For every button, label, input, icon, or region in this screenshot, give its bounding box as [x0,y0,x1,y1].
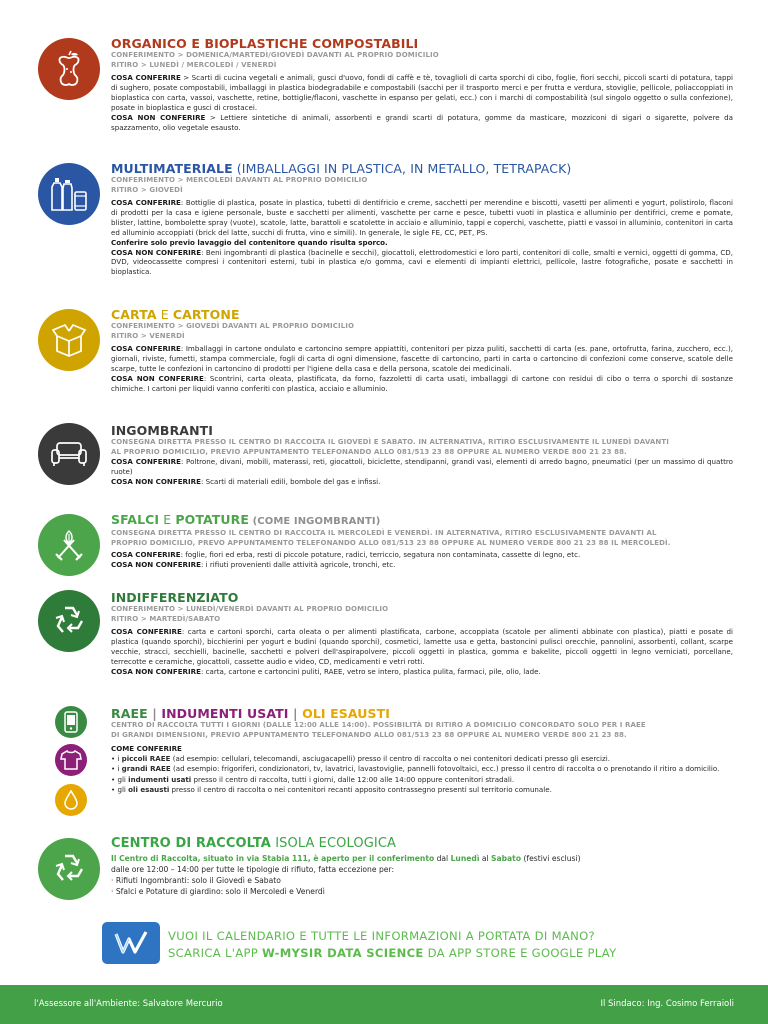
organico-meta-conferimento: CONFERIMENTO > DOMENICA/MARTEDÌ/GIOVEDÌ DAVANTI AL PROPRIO DOMICILIO [111,51,439,59]
garden-shears-icon [52,528,86,562]
multi-si [111,198,733,238]
indiff-si-text: : carta e cartoni sporchi, carta oleata o per alimenti plastificata, carbone, accoppiata (scatole per alimenti abbinate con plastica), piatti e posate di plastica (quando sporchi), bicchierini per yogurt e budini (quando sporchi), cosmetici, lamette usa e getta, bastoncini pulisci orecchie, pannolini, assorbenti, collant, scarpe vecchie, stracci, secchielli, bacinelle, sacchetti e polveri dell'aspirapolvere, piccoli oggetti in plastica, gomma e bakelite, piccoli oggetti in legno verniciati, porcellane, terrecotte e ceramiche, giocattoli, cassette audio e video, CD, medicamenti e vetri rotti. [111,627,733,666]
raee-title-sep2: | [288,706,303,721]
raee-title [111,706,733,721]
raee-item-3-a: • gli [111,774,129,784]
ingombranti-meta-1: CONSEGNA DIRETTA PRESSO IL CENTRO DI RACCOLTA IL GIOVEDÌ E SABATO. IN ALTERNATIVA, RITIRO ESCLUSIVAMENTE IL LUNEDÌ DAVANTI [111,438,669,446]
carta-title-a: CARTA [111,307,157,322]
raee-title-a: RAEE [111,706,148,721]
app-promo-line-2 [168,945,617,962]
app-logo[interactable] [102,922,160,964]
raee-item-3-c: presso il centro di raccolta, tutti i giorni, dalle 12:00 alle 14:00 oppure contenitori stradali. [191,774,515,784]
centro-line-1-e: Sabato [491,854,522,863]
raee-item-4 [111,785,733,795]
carta-no-label: COSA NON CONFERIRE [111,373,204,383]
sfalci-no-label: COSA NON CONFERIRE [111,559,201,569]
ingombranti-no-text: : Scarti di materiali edili, bombole del gas e infissi. [200,476,381,486]
sfalci-si-label: COSA CONFERIRE [111,550,181,559]
t-shirt-icon [60,750,82,770]
raee-item-4-c: presso il centro di raccolta o nei contenitori recanti apposito contrassegno presenti sul territorio comunale. [169,784,552,794]
oil-icon-circle [55,784,87,816]
multi-no [111,248,733,278]
raee-title-sep1: | [147,706,162,721]
ingombranti-no [111,477,733,487]
indiff-no-label: COSA NON CONFERIRE [111,666,201,676]
indiff-title: INDIFFERENZIATO [111,590,239,605]
raee-item-3 [111,775,733,785]
raee-list [111,744,733,795]
sfalci-icon-circle [38,514,100,576]
multi-icon-circle [38,163,100,225]
carta-si-label: COSA CONFERIRE [111,344,181,353]
indiff-content [111,590,733,677]
centro-line-1-c: Lunedì [450,854,480,863]
sfalci-title [111,512,733,529]
centro-line-1-b: dal [434,854,451,863]
oil-drop-icon [64,790,78,810]
app-promo-line-2-a: SCARICA L'APP [168,946,263,960]
indiff-no-text: : carta, cartone e cartoncini puliti, RAEE, vetro se intero, plastica pulita, farmaci, pile, olio, lade. [200,666,541,676]
raee-title-b: INDUMENTI USATI [161,706,289,721]
raee-icon-circle [55,706,87,738]
raee-item-1-c: (ad esempio: cellulari, telecomandi, asciugacapelli) presso il centro di raccolta o nei contenitori dedicati presso gli esercizi. [170,754,610,764]
raee-item-1-b: piccoli RAEE [121,754,171,764]
multi-meta-ritiro: RITIRO > GIOVEDÌ [111,185,183,194]
ingombranti-no-label: COSA NON CONFERIRE [111,476,201,486]
multi-title-sub: (IMBALLAGGI IN PLASTICA, IN METALLO, TETRAPACK) [232,161,572,176]
organico-title: ORGANICO E BIOPLASTICHE COMPOSTABILI [111,36,419,51]
carta-no-text: : Scontrini, carta oleata, plastificata, da forno, fazzoletti di carta usati, imballaggi di cartone con residui di cibo o terra o sporchi di sostanze chimiche. I cartoni per liquidi vanno conferiti con plastica, acciaio e alluminio. [111,373,733,393]
raee-come-label: COME CONFERIRE [111,744,182,753]
carta-meta-conferimento: CONFERIMENTO > GIOVEDÌ DAVANTI AL PROPRIO DOMICILIO [111,322,355,330]
raee-item-2-a: • i [111,764,122,774]
multi-meta-conferimento: CONFERIMENTO > MERCOLEDÌ DAVANTI AL PROPRIO DOMICILIO [111,176,368,184]
centro-body [111,853,733,897]
organico-meta-ritiro: RITIRO > LUNEDÌ / MERCOLEDÌ / VENERDÌ [111,60,277,69]
carta-no [111,374,733,394]
raee-title-c: OLI ESAUSTI [302,706,390,721]
organico-no-text: > Lettiere sintetiche di animali, assorbenti e grandi scarti di potatura, gomme da masticare, mozziconi di sigari o sigarette, polvere da spazzamento, olio vegetale esausto. [111,112,733,132]
centro-icon-circle [38,838,100,900]
sfalci-title-c: POTATURE [175,512,250,527]
cardboard-box-icon [51,323,87,357]
ingombranti-si-text: : Poltrone, divani, mobili, materassi, reti, giocattoli, biciclette, stendipanni, grandi vasi, elementi di arredo bagno, pneumatici (per un massimo di quattro ruote) [111,457,733,476]
raee-item-2-b: grandi RAEE [121,764,171,774]
centro-line-1-a: Il Centro di Raccolta, situato in via Stabia 111, è aperto per il conferimento [111,854,435,863]
carta-si [111,344,733,374]
organico-si-label: COSA CONFERIRE [111,73,181,82]
multi-no-text: : Beni ingombranti di plastica (bacinelle e secchi), giocattoli, elettrodomestici e loro parti, contenitori di colle, smalti e vernici, oggetti di gomma, CD, DVD, videocassette compresi i contenitori esterni, tubi in plastica e/o gomma, cavi e elementi di impianti elettrici, pellicole, lastre fotografiche, posate e sacchetti in bioplastica. [111,247,733,277]
sfalci-si-text: : foglie, fiori ed erba, resti di piccole potature, radici, terriccio, segatura non contaminata, cassette di legno, etc. [180,550,581,559]
sfalci-title-b: E [159,512,176,527]
clothes-icon-circle [55,744,87,776]
app-promo-line-2-c: DA APP STORE E GOOGLE PLAY [423,946,617,960]
ingombranti-title: INGOMBRANTI [111,423,214,438]
indiff-meta-ritiro: RITIRO > MARTEDÌ/SABATO [111,614,221,623]
footer-sindaco: Il Sindaco: Ing. Cosimo Ferraioli [600,999,734,1009]
centro-line-1-f: (festivi esclusi) [521,854,581,863]
carta-title-c: CARTONE [172,307,240,322]
multi-content [111,161,733,277]
organico-no [111,113,733,133]
raee-item-3-b: indumenti usati [128,774,192,784]
ingombranti-icon-circle [38,423,100,485]
sfalci-no-text: : i rifiuti provenienti dalle attività agricole, tronchi, etc. [200,559,396,569]
multi-title-main: MULTIMATERIALE [111,161,233,176]
indiff-si-label: COSA CONFERIRE [111,627,182,636]
centro-line-2: dalle ore 12:00 – 14:00 per tutte le tipologie di rifiuto, fatta eccezione per: [111,865,394,874]
bottles-cans-icon [49,176,89,212]
w-mysir-app-icon [114,930,148,956]
organico-si-text: > Scarti di cucina vegetali e animali, gusci d'uovo, fondi di caffè e tè, tovaglioli di carta sporchi di cibo, foglie, fiori secchi, piccoli scarti di potatura, tappi di sughero, posate compostabili, imballaggi in plastica biodegradabile e compostabili (sacchi per il trasporto merci e per frutta e verdura, stoviglie, pellicole, poliaccoppiati in bioplastica con carta, vassoi, vaschette, retine, bottiglie/flaconi, vaschette in espanso per gelati, ecc.) con i marchi di compostabilità (sul singolo oggetto o sulla confezione), posate in bioplastica e gusci di crostacei. [111,73,733,112]
centro-line-4: · Sfalci e Potature di giardino: solo il Mercoledì e Venerdì [111,887,325,896]
multi-title [111,161,733,176]
apple-core-icon [54,50,84,88]
raee-item-1-a: • i [111,754,122,764]
indiff-no [111,667,733,677]
raee-item-2-c: (ad esempio: frigoriferi, condizionatori, tv, lavatrici, lavastoviglie, pannelli fotovoltaici, ecc.) presso il centro di raccolta o o prenotando il ritiro a domicilio. [170,764,720,774]
app-promo [168,928,617,962]
app-promo-line-1: VUOI IL CALENDARIO E TUTTE LE INFORMAZIONI A PORTATA DI MANO? [168,929,595,943]
centro-title-sub: ISOLA ECOLOGICA [270,836,396,851]
centro-title-main: CENTRO DI RACCOLTA [111,836,271,851]
centro-title [111,836,733,851]
carta-meta-ritiro: RITIRO > VENERDÌ [111,331,185,340]
raee-content [111,706,733,795]
raee-item-4-a: • gli [111,784,129,794]
raee-meta-1: CENTRO DI RACCOLTA TUTTI I GIORNI (DALLE 12:00 ALLE 14:00). POSSIBILITÀ DI RITIRO A DOMICILIO CONCORDATO SOLO PER I RAEE [111,721,646,729]
recycle-icon [51,604,87,638]
raee-item-2 [111,764,733,774]
ingombranti-si [111,457,733,477]
organico-content [111,36,733,132]
sfalci-title-d: (COME INGOMBRANTI) [249,516,381,527]
recycle-icon [51,852,87,886]
sofa-icon [50,441,88,467]
ingombranti-si-label: COSA CONFERIRE [111,457,181,466]
indiff-icon-circle [38,590,100,652]
multi-no-label: COSA NON CONFERIRE [111,247,202,257]
app-promo-line-2-b: W-MYSIR DATA SCIENCE [262,946,424,960]
sfalci-no [111,560,733,570]
indiff-meta-conferimento: CONFERIMENTO > LUNEDÌ/VENERDÌ DAVANTI AL PROPRIO DOMICILIO [111,605,389,613]
carta-si-text: : Imballaggi in cartone ondulato e cartoncino sempre appiattiti, contenitori per pizza puliti, sacchetti di carta (es. pane, ortofrutta, farina, zucchero, ecc.), giornali, riviste, fumetti, stampa commerciale, fogli di carta di ogni dimensione, fascette di cartoncino, parti in carta o cartoncino di confezioni come conserve, scatole delle scarpe, tutte le confezioni in cartoncino di prodotti per l'igiene della casa e della persona, scatole dei medicinali. [111,344,733,373]
sfalci-content [111,512,733,570]
sfalci-title-a: SFALCI [111,512,160,527]
raee-meta-2: DI GRANDI DIMENSIONI, PREVIO APPUNTAMENTO TELEFONANDO ALLO 081/513 23 88 OPPURE AL NUMERO VERDE 800 21 23 88. [111,730,627,739]
centro-line-1 [111,853,733,864]
centro-line-3: · Rifiuti Ingombranti: solo il Giovedì e Sabato [111,876,281,885]
multi-si-text: : Bottiglie di plastica, posate in plastica, tubetti di dentifricio e creme, sacchetti per merendine e biscotti, vasetti per alimenti e yogurt, polistirolo, flaconi di prodotti per la casa e igiene personale, buste e sacchetti per alimenti, vaschette per carne e pesce, tubetti vuoti in plastica e alluminio per dentifrici, creme e pomate, blister, lattine, bombolette spray (vuote), scatole, latte, barattoli e scatolette in acciaio e alluminio, tappi e coperchi, vaschette, piatti e vassoi in alluminio, contenitori in carta ed alluminio accoppiati (brick del latte, succhi di frutta, vino e simili). In generale, le sigle FE, CC, PET, PS. [111,198,733,237]
raee-item-4-b: oli esausti [128,784,170,794]
sfalci-si [111,550,733,560]
multi-si-label: COSA CONFERIRE [111,198,181,207]
organico-si [111,73,733,113]
multi-note [111,238,733,248]
carta-title-b: E [156,307,173,322]
organico-icon-circle [38,38,100,100]
mobile-phone-icon [64,711,78,733]
footer [0,985,768,1024]
footer-assessore: l'Assessore all'Ambiente: Salvatore Mercurio [34,999,223,1009]
centro-line-1-d: al [479,854,492,863]
carta-content [111,307,733,394]
raee-item-1 [111,754,733,764]
centro-content [111,836,733,897]
carta-title [111,307,733,322]
organico-no-label: COSA NON CONFERIRE [111,112,206,122]
carta-icon-circle [38,309,100,371]
multi-note-text: Conferire solo previo lavaggio del contenitore quando risulta sporco. [111,237,388,247]
sfalci-meta-2: PROPRIO DOMICILIO, PREVO APPUNTAMENTO TELEFONANDO ALLO 081/513 23 88 OPPURE AL NUMERO VERDE 800 21 23 88 IL MERCOLEDÌ. [111,538,671,547]
ingombranti-content [111,423,733,487]
sfalci-meta-1: CONSEGNA DIRETTA PRESSO IL CENTRO DI RACCOLTA IL MERCOLEDÌ E VENERDÌ. IN ALTERNATIVA, RITIRO ESCLUSIVAMENTE DAVANTI AL [111,529,657,537]
indiff-si [111,627,733,667]
ingombranti-meta-2: AL PROPRIO DOMICILIO, PREVIO APPUNTAMENTO TELEFONANDO ALLO 081/513 23 88 OPPURE AL NUMERO VERDE 800 21 23 88. [111,447,627,456]
